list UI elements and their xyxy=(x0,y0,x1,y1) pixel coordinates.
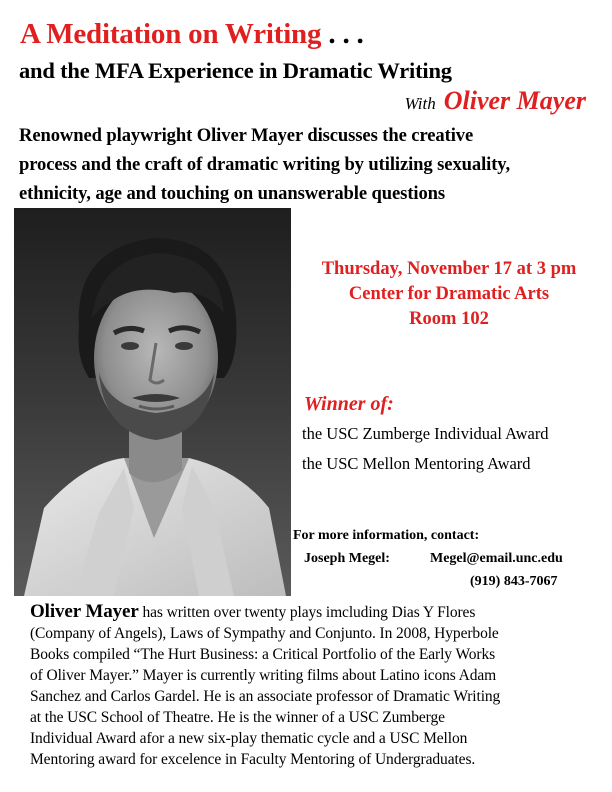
award-item: the USC Zumberge Individual Award xyxy=(302,424,549,443)
event-venue: Center for Dramatic Arts xyxy=(348,284,550,304)
bio-paragraph xyxy=(30,601,590,770)
bio-name: Oliver Mayer xyxy=(30,601,139,622)
bio-first-line: has written over twenty plays imcluding Dias Y Flores xyxy=(138,604,476,621)
bio-line: Sanchez and Carlos Gardel. He is an associate professor of Dramatic Writing xyxy=(30,688,501,705)
page-subtitle: and the MFA Experience in Dramatic Writing xyxy=(19,58,452,83)
contact-heading: For more information, contact: xyxy=(293,528,480,543)
bio-line: of Oliver Mayer.” Mayer is currently writing films about Latino icons Adam xyxy=(30,667,497,684)
contact-phone: (919) 843-7067 xyxy=(470,574,558,589)
awards-heading: Winner of: xyxy=(304,393,394,415)
bio-line: Individual Award afor a new six-play thematic cycle and a USC Mellon xyxy=(30,730,468,747)
event-details xyxy=(292,257,606,332)
bio-line: Mentoring award for excelence in Faculty Mentoring of Undergraduates. xyxy=(30,751,476,768)
portrait-illustration xyxy=(14,208,291,596)
contact-email[interactable]: Megel@email.unc.edu xyxy=(430,551,563,566)
intro-line: process and the craft of dramatic writing by utilizing sexuality, xyxy=(19,154,511,175)
bio-line: at the USC School of Theatre. He is the winner of a USC Zumberge xyxy=(30,709,445,726)
bio-line: (Company of Angels), Laws of Sympathy and Conjunto. In 2008, Hyperbole xyxy=(30,625,499,642)
intro-line: Renowned playwright Oliver Mayer discusses the creative xyxy=(19,125,474,146)
with-label: With xyxy=(404,94,436,113)
bio-line xyxy=(30,601,590,623)
bio-line: Books compiled “The Hurt Business: a Critical Portfolio of the Early Works xyxy=(30,646,496,663)
contact-name: Joseph Megel: xyxy=(304,551,390,566)
award-item: the USC Mellon Mentoring Award xyxy=(302,454,531,473)
intro-line: ethnicity, age and touching on unanswerable questions xyxy=(19,183,446,204)
event-date: Thursday, November 17 at 3 pm xyxy=(321,259,577,279)
page-title xyxy=(20,18,364,51)
speaker-line xyxy=(405,86,586,116)
event-room: Room 102 xyxy=(409,309,489,329)
intro-paragraph xyxy=(19,121,599,208)
speaker-photo xyxy=(14,208,291,596)
speaker-name: Oliver Mayer xyxy=(443,86,586,115)
title-dots: . . . xyxy=(328,18,364,50)
title-text: A Meditation on Writing xyxy=(20,18,322,50)
